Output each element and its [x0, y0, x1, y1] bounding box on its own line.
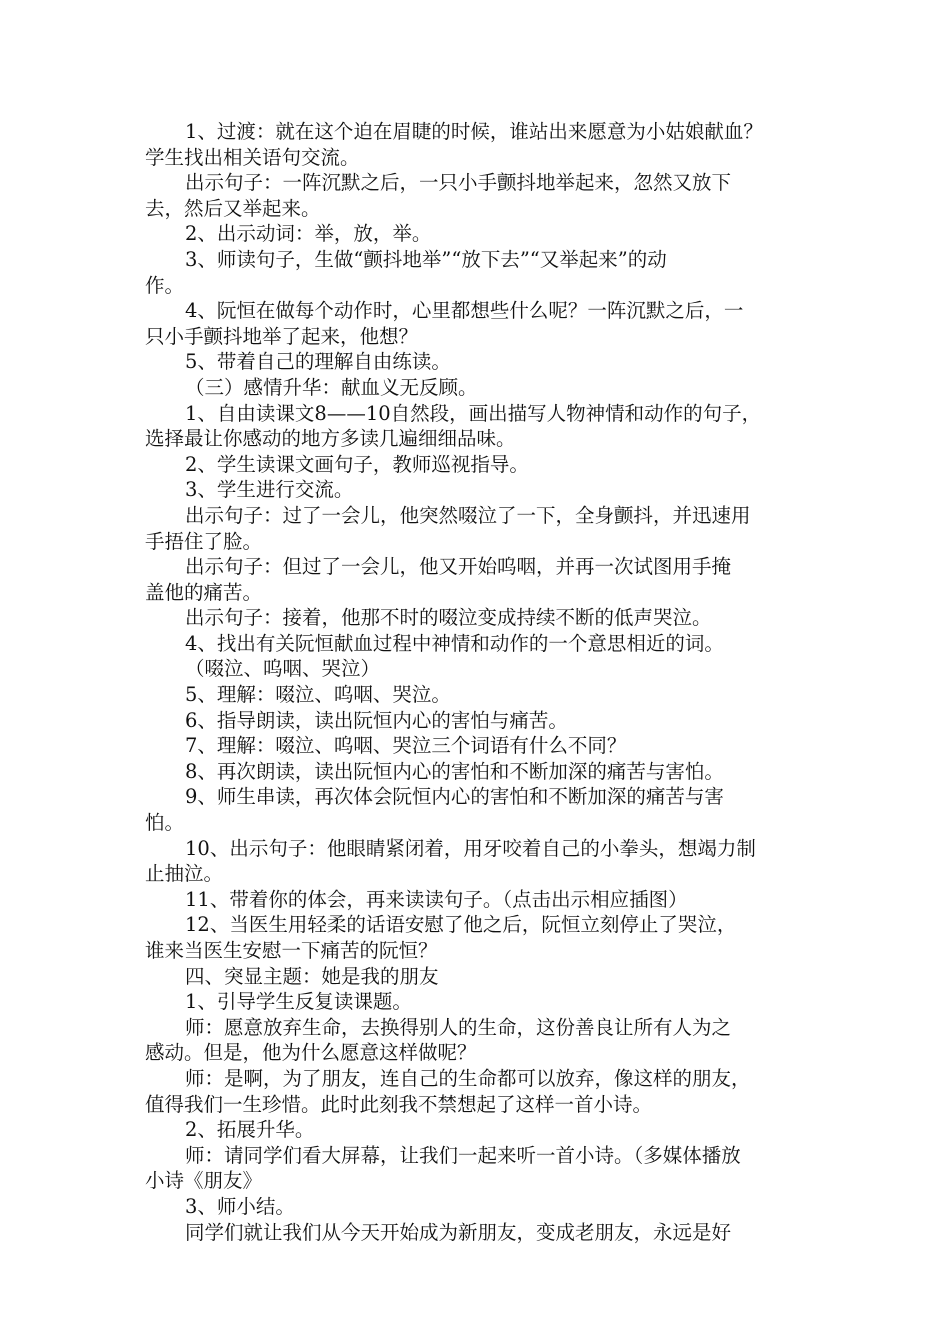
text-line: 学生找出相关语句交流。 [145, 145, 360, 169]
text-line: 师：请同学们看大屏幕，让我们一起来听一首小诗。（多媒体播放 [185, 1143, 741, 1167]
text-line: 6、指导朗读，读出阮恒内心的害怕与痛苦。 [185, 708, 568, 732]
text-line: 3、师读句子，生做“颤抖地举”“放下去”“又举起来”的动 [185, 247, 667, 271]
text-line: 5、理解：啜泣、呜咽、哭泣。 [185, 683, 451, 707]
text-line: （啜泣、呜咽、哭泣） [185, 657, 381, 681]
text-line: 11、带着你的体会，再来读读句子。（点击出示相应插图） [185, 887, 688, 911]
document-page [145, 119, 810, 1245]
text-line: 同学们就让我们从今天开始成为新朋友，变成老朋友，永远是好 [185, 1220, 732, 1244]
text-line: （三）感情升华：献血义无反顾。 [185, 375, 478, 399]
text-line: 师：是啊，为了朋友，连自己的生命都可以放弃，像这样的朋友， [185, 1066, 751, 1090]
text-line: 师：愿意放弃生命，去换得别人的生命，这份善良让所有人为之 [185, 1015, 732, 1039]
text-line: 3、师小结。 [185, 1194, 295, 1218]
text-line: 止抽泣。 [145, 862, 224, 886]
text-line: 5、带着自己的理解自由练读。 [185, 350, 451, 374]
text-line: 4、阮恒在做每个动作时，心里都想些什么呢？一阵沉默之后，一 [185, 299, 744, 323]
text-line: 1、自由读课文8——10自然段，画出描写人物神情和动作的句子， [185, 401, 762, 425]
text-line: 出示句子：一阵沉默之后，一只小手颤抖地举起来，忽然又放下 [185, 171, 732, 195]
text-line: 只小手颤抖地举了起来，他想？ [145, 324, 419, 348]
text-line: 四、突显主题：她是我的朋友 [185, 964, 439, 988]
text-line: 出示句子：接着，他那不时的啜泣变成持续不断的低声哭泣。 [185, 606, 712, 630]
text-line: 2、拓展升华。 [185, 1118, 315, 1142]
text-line: 4、找出有关阮恒献血过程中神情和动作的一个意思相近的词。 [185, 631, 724, 655]
text-line: 出示句子：但过了一会儿，他又开始呜咽，并再一次试图用手掩 [185, 555, 732, 579]
text-line: 手捂住了脸。 [145, 529, 263, 553]
text-line: 2、学生读课文画句子，教师巡视指导。 [185, 452, 529, 476]
text-line: 作。 [145, 273, 185, 297]
text-line: 3、学生进行交流。 [185, 478, 354, 502]
text-line: 去，然后又举起来。 [145, 196, 321, 220]
text-line: 选择最让你感动的地方多读几遍细细品味。 [145, 427, 516, 451]
text-line: 出示句子：过了一会儿，他突然啜泣了一下，全身颤抖，并迅速用 [185, 503, 751, 527]
text-line: 12、当医生用轻柔的话语安慰了他之后，阮恒立刻停止了哭泣， [185, 913, 737, 937]
text-line: 怕。 [145, 811, 185, 835]
text-line: 10、出示句子：他眼睛紧闭着，用牙咬着自己的小拳头，想竭力制 [185, 836, 756, 860]
text-line: 小诗《朋友》 [145, 1169, 263, 1193]
text-line: 感动。但是，他为什么愿意这样做呢？ [145, 1041, 477, 1065]
text-line: 7、理解：啜泣、呜咽、哭泣三个词语有什么不同？ [185, 734, 627, 758]
text-line: 9、师生串读，再次体会阮恒内心的害怕和不断加深的痛苦与害 [185, 785, 724, 809]
text-line: 盖他的痛苦。 [145, 580, 263, 604]
text-line: 1、引导学生反复读课题。 [185, 990, 412, 1014]
text-line: 值得我们一生珍惜。此时此刻我不禁想起了这样一首小诗。 [145, 1092, 653, 1116]
text-line: 1、过渡：就在这个迫在眉睫的时候，谁站出来愿意为小姑娘献血？ [185, 120, 763, 143]
text-line: 谁来当医生安慰一下痛苦的阮恒？ [145, 939, 438, 962]
text-line: 2、出示动词：举，放，举。 [185, 222, 432, 246]
text-line: 8、再次朗读，读出阮恒内心的害怕和不断加深的痛苦与害怕。 [185, 759, 724, 783]
